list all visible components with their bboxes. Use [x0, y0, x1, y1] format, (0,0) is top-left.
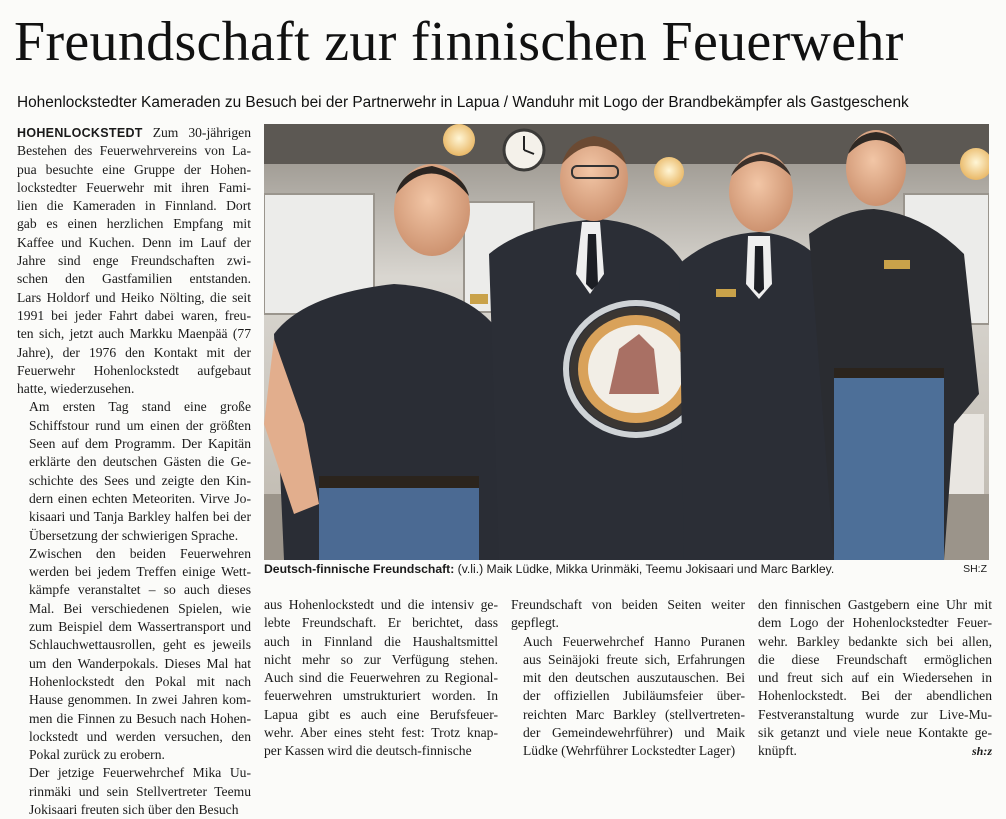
- photo-credit: SH:Z: [963, 563, 987, 575]
- article-line: dem Logo der Hohenlockstedter Feuer-: [758, 615, 992, 631]
- article-line: Auch Feuerwehrchef Hanno Puranen: [523, 633, 745, 649]
- article-line: sik getanzt und viele neue Kontakte ge-: [758, 725, 992, 741]
- article-dateline: HOHENLOCKSTEDT: [17, 126, 143, 140]
- article-line: lebte Freundschaft. Er berichtet, dass: [264, 615, 498, 631]
- photo-caption: [264, 560, 989, 578]
- article-line: schichte des Sees und zeigte den Kin-: [29, 472, 251, 488]
- article-line: erklärte den deutschen Gästen die Ge-: [29, 454, 251, 470]
- article-headline: Freundschaft zur finnischen Feuerwehr: [14, 11, 904, 73]
- article-line: der Gemeindewehrführer) und Maik: [523, 725, 745, 741]
- caption-text: (v.li.) Maik Lüdke, Mikka Urinmäki, Teemu Jokisaari und Marc Barkley.: [454, 562, 835, 576]
- article-line: Pokal zurück zu erobern.: [29, 747, 165, 763]
- article-line: lockstedter Feuerwehr mit ihren Fami-: [17, 179, 251, 195]
- article-paragraph: [511, 633, 745, 761]
- article-line: werden bei jedem Treffen einige Wett-: [29, 564, 251, 580]
- article-line: pua besuchte eine Gruppe der Hohen-: [17, 161, 251, 177]
- article-line: und freut sich auf ein Wiedersehen in: [758, 670, 992, 686]
- article-paragraph: [17, 764, 251, 819]
- article-line: knüpft. sh:z: [758, 742, 992, 760]
- article-line-text: Zum 30-jährigen: [142, 125, 251, 140]
- article-line: die diese Freundschaft ermöglichen: [758, 651, 992, 667]
- article-line: men die Finnen zu Besuch nach Hohen-: [29, 710, 251, 726]
- article-line: Feuerwehr Hohenlockstedt aufgebaut: [17, 362, 251, 378]
- article-line: Jahre sind enge Freundschaften zwi-: [17, 253, 251, 269]
- article-subheadline: Hohenlockstedter Kameraden zu Besuch bei der Partnerwehr in Lapua / Wanduhr mit Logo der Brandbekämpfer als Gastgeschenk: [17, 94, 909, 111]
- article-line: lockstedt und werden versuchen, den: [29, 728, 251, 744]
- caption-title: Deutsch-finnische Freundschaft:: [264, 562, 455, 576]
- article-line: Schlauchwettausrollen, geht es jeweils: [29, 637, 251, 653]
- article-line: Lapua gibt es auch eine Berufsfeuer-: [264, 706, 498, 722]
- article-line: Hause genommen. In zwei Jahren kom-: [29, 692, 251, 708]
- author-signature: sh:z: [971, 744, 992, 759]
- article-line: rinmäki und sein Stellvertreter Teemu: [29, 783, 251, 799]
- article-line: 1991 bei jeder Fahrt dabei waren, freu-: [17, 307, 251, 323]
- article-line: [17, 124, 251, 142]
- article-paragraph: [17, 124, 251, 398]
- article-line: auch in Finnland die Haushaltsmittel: [264, 633, 498, 649]
- article-line: ten sich, jetzt auch Markku Maenpää (77: [17, 326, 251, 342]
- article-line: den finnischen Gastgebern eine Uhr mit: [758, 597, 992, 612]
- article-line: kisaari und Tanja Barkley halfen bei der: [29, 509, 251, 525]
- article-line: dern einen echten Meteoriten. Virve Jo-: [29, 490, 251, 506]
- article-line: reichten Marc Barkley (stellvertreten-: [523, 706, 745, 722]
- article-line: Der jetzige Feuerwehrchef Mika Uu-: [29, 765, 251, 781]
- article-line: Jahre), der 1976 den Kontakt mit der: [17, 344, 251, 360]
- article-line: lien die Kameraden in Finnland. Dort: [17, 198, 251, 214]
- article-line: Mal. Bei verschiedenen Spielen, wie: [29, 600, 251, 616]
- article-line: schen den Gastfamilien entstanden.: [17, 271, 251, 287]
- article-line: Seen auf dem Programm. Der Kapitän: [29, 436, 251, 452]
- article-line: Zwischen den beiden Feuerwehren: [29, 545, 251, 561]
- article-line: Schiffstour rund um einen der größten: [29, 417, 251, 433]
- article-line: um den Wanderpokals. Dieses Mal hat: [29, 655, 251, 671]
- article-column-1: [17, 124, 251, 819]
- article-line: Freundschaft von beiden Seiten weiter: [511, 597, 745, 612]
- article-paragraph: [758, 596, 992, 761]
- article-line: Bestehen des Feuerwehrvereins von La-: [17, 143, 251, 159]
- article-line: Übersetzung der schwierigen Sprache.: [29, 527, 239, 543]
- article-line: Hohenlockstedt den Pokal mit nach: [29, 673, 251, 689]
- article-photo: [264, 124, 989, 560]
- article-line: gepflegt.: [511, 615, 559, 631]
- article-paragraph: [511, 596, 745, 633]
- article-line: gab es einen herzlichen Empfang mit: [17, 216, 251, 232]
- article-column-2: [264, 596, 498, 761]
- article-line: zum Beispiel dem Wassertransport und: [29, 619, 251, 635]
- article-line: per Kassen wird die deutsch-finnische: [264, 743, 472, 759]
- article-line: Festveranstaltung wurde zur Live-Mu-: [758, 706, 992, 722]
- article-line: Am ersten Tag stand eine große: [29, 399, 251, 415]
- article-line: nicht mehr so zur Verfügung stehen.: [264, 651, 498, 667]
- article-paragraph: [17, 398, 251, 544]
- article-column-4: [758, 596, 992, 761]
- article-line: Kaffee und Kuchen. Denn im Lauf der: [17, 234, 251, 250]
- article-line: kämpfe veranstaltet – so auch dieses: [29, 582, 251, 598]
- article-line: Lüdke (Wehrführer Lockstedter Lager): [523, 743, 736, 759]
- article-column-3: [511, 596, 745, 761]
- article-paragraph: [264, 596, 498, 761]
- article-line: aus Hohenlockstedt und die intensiv ge-: [264, 597, 498, 612]
- article-line: Hohenlockstedt. Bei der abendlichen: [758, 688, 992, 704]
- article-line: feuerwehren umstrukturiert worden. In: [264, 688, 498, 704]
- article-line: wehr. Aber eines steht fest: Trotz knap-: [264, 725, 498, 741]
- article-line: hatte, wiederzusehen.: [17, 381, 135, 397]
- article-line: aus Seinäjoki freute sich, Erfahrungen: [523, 651, 745, 667]
- article-line: wehr. Barkley bedankte sich bei allen,: [758, 633, 992, 649]
- article-paragraph: [17, 545, 251, 765]
- article-line: Lars Holdorf und Heiko Nölting, die seit: [17, 289, 251, 305]
- article-line: Jokisaari freuten sich über den Besuch: [29, 801, 239, 817]
- article-line: Auch sind die Feuerwehren zu Regional-: [264, 670, 498, 686]
- article-line: der offiziellen Jubiläumsfeier über-: [523, 688, 745, 704]
- article-line: mit den deutschen auszutauschen. Bei: [523, 670, 745, 686]
